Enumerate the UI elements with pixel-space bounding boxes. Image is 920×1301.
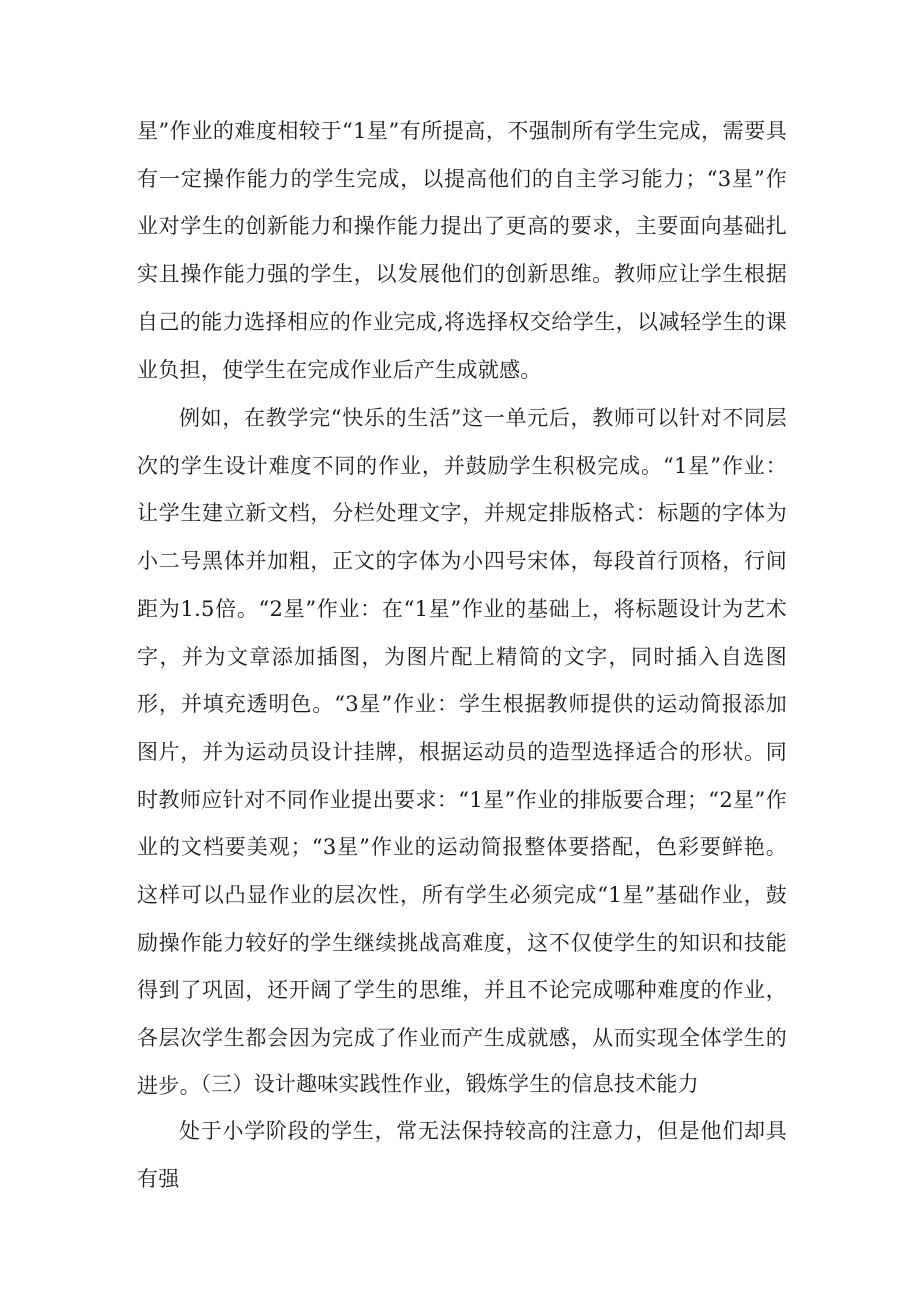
body-paragraph-2: 例如，在教学完“快乐的生活”这一单元后，教师可以针对不同层次的学生设计难度不同的作业，并鼓励学生积极完成。“1星”作业：让学生建立新文档，分栏处理文字，并规定排版格式：标题的字体为小二号黑体并加粗，正文的字体为小四号宋体，每段首行顶格，行间距为1.5倍。“2星”作业：在“1星”作业的基础上，将标题设计为艺术字，并为文章添加插图，为图片配上精简的文字，同时插入自选图形，并填充透明色。“3星”作业：学生根据教师提供的运动简报添加图片，并为运动员设计挂牌，根据运动员的造型选择适合的形状。同时教师应针对不同作业提出要求：“1星”作业的排版要合理；“2星”作业的文档要美观；“3星”作业的运动简报整体要搭配，色彩要鲜艳。这样可以凸显作业的层次性，所有学生必须完成“1星”基础作业，鼓励操作能力较好的学生继续挑战高难度，这不仅使学生的知识和技能得到了巩固，还开阔了学生的思维，并且不论完成哪种难度的作业，各层次学生都会因为完成了作业而产生成就感，从而实现全体学生的进步。 xyxy=(137,406,787,1098)
section-heading: （三）设计趣味实践性作业，锻炼学生的信息技术能力 xyxy=(190,1072,699,1096)
body-paragraph-1: 星”作业的难度相较于“1星”有所提高，不强制所有学生完成，需要具有一定操作能力的学生完成，以提高他们的自主学习能力；“3星”作业对学生的创新能力和操作能力提出了更高的要求，主要面向基础扎实且操作能力强的学生，以发展他们的创新思维。教师应让学生根据自己的能力选择相应的作业完成,将选择权交给学生，以减轻学生的课业负担，使学生在完成作业后产生成就感。 xyxy=(137,119,787,382)
body-paragraph-3: 处于小学阶段的学生，常无法保持较高的注意力，但是他们却具有强 xyxy=(137,1119,787,1191)
